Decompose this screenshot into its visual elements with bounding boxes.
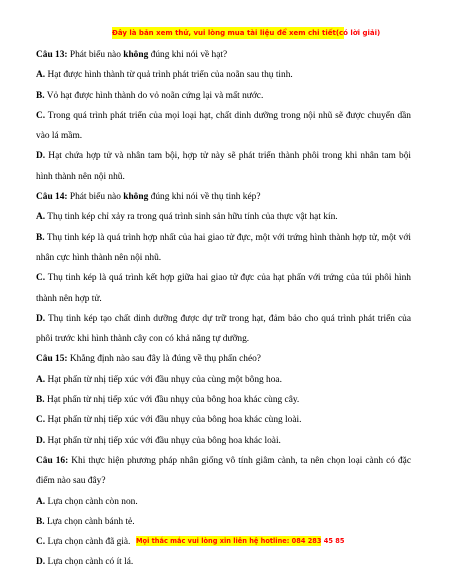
option-text: Thụ tinh kép tạo chất dinh dưỡng được dự trữ trong hạt, đảm bảo cho quá trình phát triển của phôi trước khi hình thành cây con có khả năng tự dưỡng.	[36, 313, 411, 345]
question-text: đúng khi nói về hạt?	[148, 50, 228, 60]
option-text: Hạt phấn từ nhị tiếp xúc với đầu nhụy của cùng một bông hoa.	[45, 374, 282, 385]
option-letter: D.	[36, 435, 46, 446]
option-text: Lựa chọn cành có ít lá.	[45, 557, 134, 568]
option-text: Thụ tinh kép là quá trình hợp nhất của hai giao tử đực, một với trứng hình thành hợp tử, một với nhân cực hình thành nên nội nhũ.	[36, 232, 411, 263]
option-a	[36, 65, 411, 85]
option-d	[36, 431, 411, 451]
option-c	[36, 410, 411, 430]
option-text: Hạt phấn từ nhị tiếp xúc với đầu nhụy của bông hoa khác loài.	[45, 435, 281, 446]
option-letter: B.	[36, 395, 45, 406]
option-a	[36, 492, 411, 512]
question-13-stem	[36, 45, 411, 65]
option-text: Hạt phấn từ nhị tiếp xúc với đầu nhụy của bông hoa khác cùng loài.	[45, 415, 302, 426]
option-d	[36, 309, 411, 350]
option-letter: A.	[36, 496, 46, 507]
option-text: Thụ tinh kép là quá trình kết hợp giữa hai giao tử đực của hạt phấn với trứng của túi phôi hình thành nên hợp tử.	[36, 273, 411, 304]
option-letter: B.	[36, 516, 45, 527]
option-letter: C.	[36, 273, 46, 284]
emphasis-text: không	[123, 192, 149, 203]
option-d	[36, 146, 411, 187]
option-c	[36, 268, 411, 309]
option-text: Hạt được hình thành từ quả trình phát triển của noãn sau thụ tinh.	[45, 70, 293, 81]
option-letter: D.	[36, 151, 46, 162]
option-c	[36, 106, 411, 147]
question-text: Khẳng định nào sau đây là đúng về thụ phấn chéo?	[67, 354, 261, 365]
option-letter: B.	[36, 90, 45, 101]
option-letter: A.	[36, 70, 46, 81]
option-text: Hạt chứa hợp tử và nhân tam bội, hợp tử này sẽ phát triển thành phôi trong khi nhân tam bội hình thành nên nội nhũ.	[36, 151, 411, 182]
option-a	[36, 207, 411, 227]
option-text: Thụ tinh kép chỉ xảy ra trong quá trình sinh sản hữu tính của thực vật hạt kín.	[45, 212, 338, 223]
preview-notice-banner: Đây là bản xem thử, vui lòng mua tài liệu để xem chi tiết(có lời giải)	[112, 29, 381, 37]
option-a	[36, 370, 411, 390]
option-b	[36, 390, 411, 410]
option-letter: A.	[36, 374, 46, 385]
question-14-stem	[36, 187, 411, 207]
option-text: Hạt phấn từ nhị tiếp xúc với đầu nhụy của bông hoa khác cùng cây.	[44, 395, 300, 406]
question-text: Phát biểu nào	[67, 192, 124, 203]
option-b	[36, 86, 411, 106]
option-text: Trong quá trình phát triển của mọi loại hạt, chất dinh dưỡng trong nội nhũ sẽ được chuyển dần vào lá mầm.	[36, 110, 411, 142]
option-text: Lựa chọn cành đã già.	[45, 537, 131, 548]
question-number: Câu 14:	[36, 192, 68, 203]
hotline-footer-banner: Mọi thắc mắc vui lòng xin liên hệ hotline: 084 283 45 85	[136, 537, 345, 545]
question-number: Câu 15:	[36, 354, 68, 365]
question-text: Phát biểu nào	[67, 50, 124, 60]
option-letter: C.	[36, 537, 46, 548]
question-text: đúng khi nói về thụ tinh kép?	[148, 192, 261, 203]
question-number: Câu 16:	[36, 455, 69, 466]
question-15-stem	[36, 349, 411, 369]
option-b	[36, 512, 411, 532]
question-number: Câu 13:	[36, 50, 68, 60]
option-text: Lựa chọn cành bánh tẻ.	[44, 516, 135, 527]
option-letter: D.	[36, 313, 46, 324]
question-text: Khi thực hiện phương pháp nhân giống vô tính giâm cành, ta nên chọn loại cành có đặc điểm nào sau đây?	[36, 455, 411, 487]
option-b	[36, 228, 411, 269]
option-letter: D.	[36, 557, 46, 568]
option-letter: B.	[36, 232, 45, 243]
option-text: Lựa chọn cành còn non.	[45, 496, 138, 507]
option-text: Vỏ hạt được hình thành do vỏ noãn cứng lại và mất nước.	[44, 90, 264, 101]
document-content	[36, 45, 411, 573]
option-letter: C.	[36, 110, 46, 121]
emphasis-text: không	[123, 50, 149, 60]
option-letter: A.	[36, 212, 46, 223]
question-16-stem	[36, 451, 411, 492]
option-d	[36, 552, 411, 572]
option-letter: C.	[36, 415, 46, 426]
